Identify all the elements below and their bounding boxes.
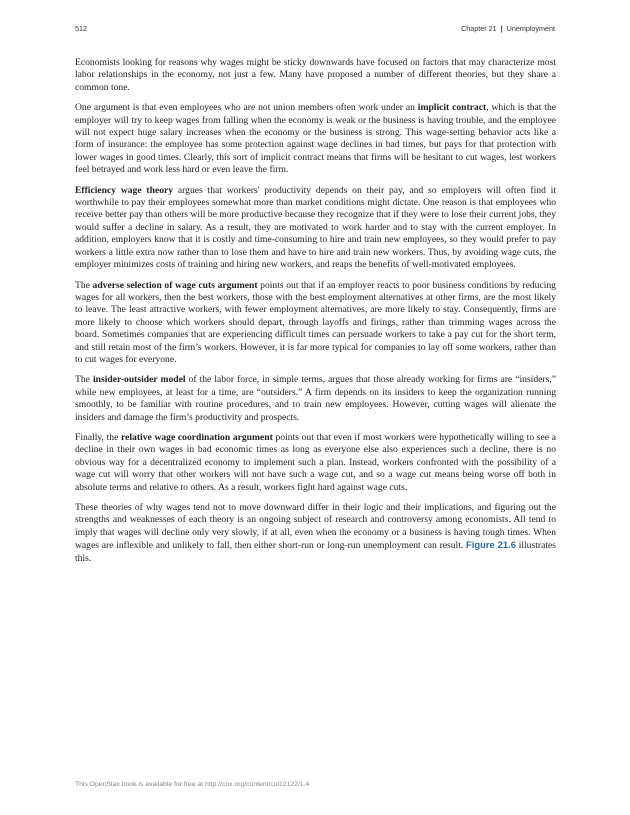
paragraph-text: points out that if an employer reacts to poor business conditions by reducing wages for all workers, then the best workers, those with the best employment alternatives at other firms, are the most likely to leave. The least attractive workers, with fewer employment alternatives, are more likely to stay. Consequently, firms are more likely to choose which workers should depart, through layoffs and firings, rather than trimming wages across the board. Sometimes companies that are experiencing difficult times can persuade workers to take a pay cut for the short term, and still retain most of the firm’s workers. However, it is far more typical for companies to lay off some workers, rather than to cut wages for everyone. (75, 279, 556, 365)
paragraph-insider-outsider (75, 374, 556, 424)
paragraph-text: points out that even if most workers were hypothetically willing to see a decline in their own wages in bad economic times as long as everyone else also experiences such a decline, there is no obvious way for a decentralized economy to implement such a plan. Instead, workers confronted with the possibility of a wage cut will worry that other workers will not have such a wage cut, and so a wage cut means being worse off both in absolute terms and relative to others. As a result, workers fight hard against wage cuts. (75, 431, 556, 493)
key-term-relative-wage-coordination: relative wage coordination argument (121, 431, 273, 443)
key-term-insider-outsider-model: insider-outsider model (92, 374, 186, 386)
key-term-implicit-contract: implicit contract (417, 102, 487, 114)
paragraph-text: These theories of why wages tend not to move downward differ in their logic and their implications, and figuring out the strengths and weaknesses of each theory is an ongoing subject of research and controversy among economists. All tend to imply that wages will decline only very slowly, if at all, even when the economy or a business is having tough times. When wages are inflexible and unlikely to fall, then either short-run or long-run unemployment can result. (75, 502, 556, 552)
paragraph-efficiency-wage (75, 185, 556, 272)
paragraph-conclusion (75, 502, 556, 565)
body-text (75, 57, 556, 573)
paragraph-text: The (75, 374, 93, 386)
paragraph-text: The (75, 279, 93, 291)
paragraph-text: One argument is that even employees who are not union members often work under an (75, 102, 418, 114)
header-separator: | (500, 24, 503, 33)
paragraph-text: illustrates this. (75, 540, 556, 564)
paragraph-text: Economists looking for reasons why wages might be sticky downwards have focused on factors that may characterize most labor relationships in the economy, not just a few. Many have proposed a number of different theories, but they share a common tone. (75, 57, 556, 93)
key-term-efficiency-wage-theory: Efficiency wage theory (75, 184, 174, 196)
figure-reference-link[interactable]: Figure 21.6 (466, 539, 516, 551)
paragraph-text: Finally, the (75, 431, 122, 443)
page-footer: This OpenStax book is available for free at http://cnx.org/content/col12122/1.4 (75, 781, 310, 788)
chapter-number: Chapter 21 (461, 24, 497, 33)
page-number: 512 (75, 24, 87, 33)
paragraph-text: of the labor force, in simple terms, argues that those already working for firms are “insiders,” while new employees, at least for a time, are “outsiders.” A firm depends on its insiders to keep the organization running smoothly, to be familiar with routine procedures, and to train new employees. However, cutting wages will alienate the insiders and damage the firm’s productivity and prospects. (75, 374, 556, 423)
chapter-label (461, 24, 555, 33)
paragraph-intro (75, 57, 556, 94)
paragraph-adverse-selection (75, 280, 556, 367)
paragraph-text: , which is that the employer will try to keep wages from falling when the economy is weak or the business is having trouble, and the employee will not expect huge salary increases when the economy or the business is strong. This wage-setting behavior acts like a form of insurance: the employee has some protection against wage declines in bad times, but pays for that protection with lower wages in good times. Clearly, this sort of implicit contract means that firms will be hesitant to cut wages, lest workers feel betrayed and work less hard or even leave the firm. (75, 102, 556, 176)
chapter-title: Unemployment (506, 24, 555, 33)
key-term-adverse-selection: adverse selection of wage cuts argument (92, 279, 258, 291)
paragraph-text: argues that workers' productivity depends on their pay, and so employers will often find it worthwhile to pay their employees somewhat more than market conditions might dictate. One reason is that employees who receive better pay than others will be more productive because they recognize that if they were to lose their current jobs, they would suffer a decline in salary. As a result, they are motivated to work harder and to stay with the current employer. In addition, employers know that it is costly and time-consuming to hire and train new employees, so they would prefer to pay workers a little extra now rather than to lose them and have to hire and train new workers. Thus, by avoiding wage cuts, the employer minimizes costs of training and hiring new workers, and reaps the benefits of well-motivated employees. (75, 184, 557, 271)
paragraph-relative-wage (75, 432, 556, 494)
page-header (75, 24, 555, 36)
paragraph-implicit-contract (75, 102, 556, 176)
